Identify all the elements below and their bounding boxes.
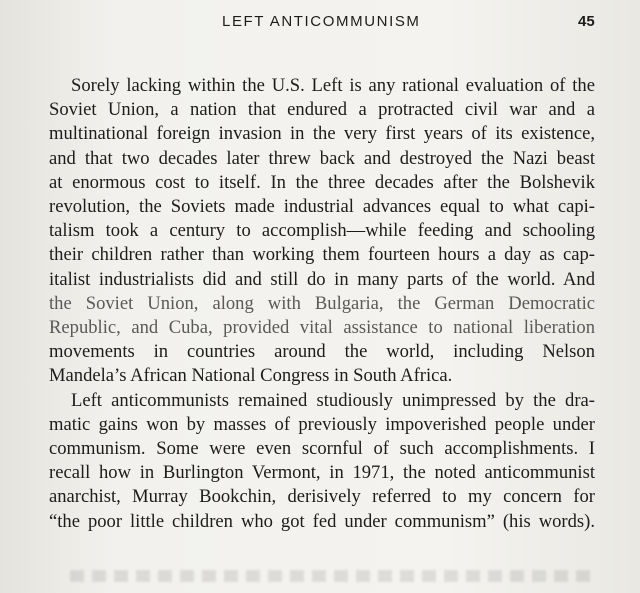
text-line: at enormous cost to itself. In the three decades after the Bolshevik: [49, 171, 595, 193]
running-header: [0, 13, 640, 39]
text-line: their children rather than working them fourteen hours a day as cap-: [49, 244, 595, 266]
text-line: Sorely lacking within the U.S. Left is any rational evaluation of the: [71, 75, 595, 96]
running-title: LEFT ANTICOMMUNISM: [222, 13, 421, 30]
text-line: anarchist, Murray Bookchin, derisively referred to my concern for: [49, 486, 595, 508]
text-line: Mandela’s African National Congress in South Africa.: [49, 365, 453, 387]
page-number: 45: [578, 13, 595, 30]
text-line: the Soviet Union, along with Bulgaria, the German Democratic: [49, 292, 595, 314]
next-line-bleed: [70, 570, 590, 582]
text-line: movements in countries around the world, including Nelson: [49, 341, 595, 363]
paragraph-2: [49, 389, 595, 534]
text-line: “the poor little children who got fed under communism” (his words).: [49, 510, 595, 532]
text-line: Left anticommunists remained studiously unimpressed by the dra-: [71, 389, 595, 411]
text-line: talism took a century to accomplish—while feeding and schooling: [49, 220, 595, 242]
text-line: and that two decades later threw back and destroyed the Nazi beast: [49, 147, 595, 169]
text-line: matic gains won by masses of previously impoverished people under: [49, 413, 595, 435]
text-line: revolution, the Soviets made industrial advances equal to what capi-: [49, 196, 595, 218]
text-line: italist industrialists did and still do in many parts of the world. And: [49, 268, 595, 290]
text-line: recall how in Burlington Vermont, in 1971, the noted anticommunist: [49, 462, 595, 484]
text-line: Soviet Union, a nation that endured a protracted civil war and a: [49, 99, 595, 121]
text-line: communism. Some were even scornful of such accomplishments. I: [49, 438, 595, 460]
body-text: [49, 74, 595, 534]
paragraph-1: [49, 74, 595, 389]
text-line: Republic, and Cuba, provided vital assistance to national liberation: [49, 317, 595, 339]
text-line: multinational foreign invasion in the very first years of its existence,: [49, 123, 595, 145]
